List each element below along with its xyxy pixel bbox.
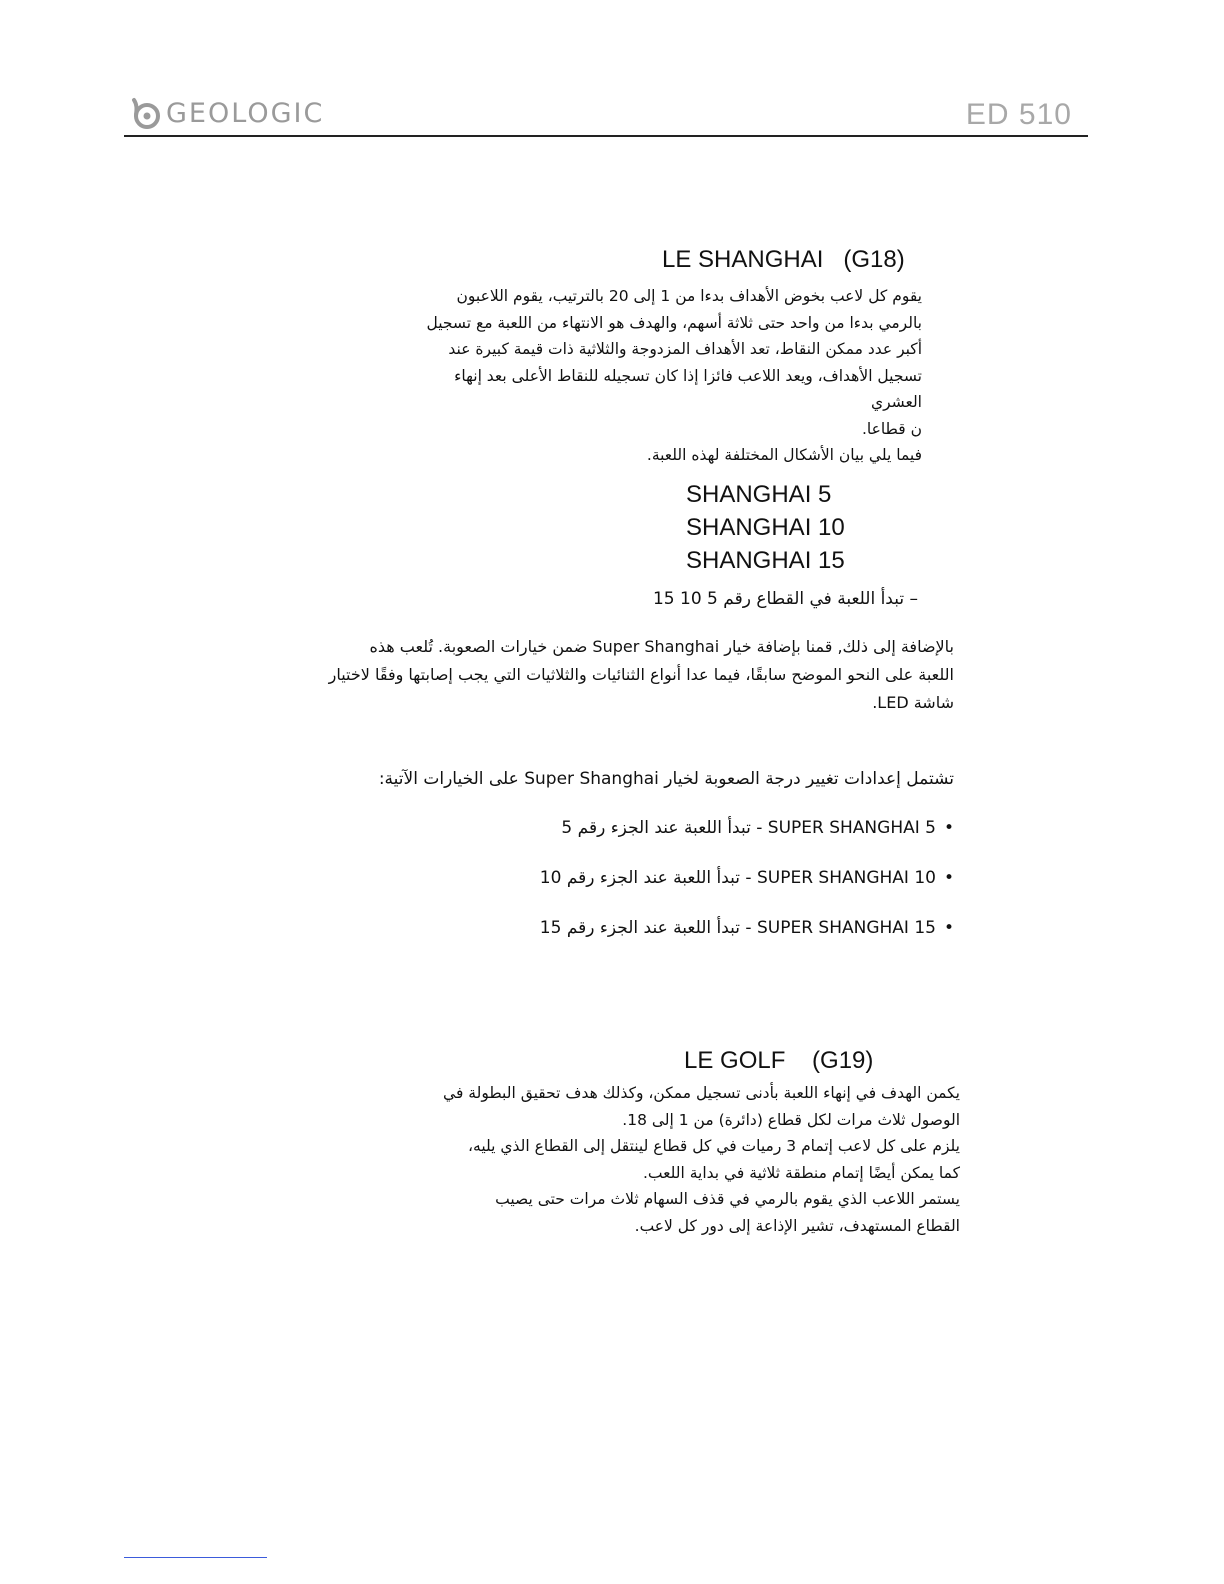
- bullet-item: [540, 868, 954, 888]
- shanghai-variants-list: [686, 478, 845, 577]
- bullet-text: SUPER SHANGHAI 15 - تبدأ اللعبة عند الجزء رقم 15: [539, 918, 936, 938]
- bullet-item: [561, 818, 954, 838]
- brand-name: GEOLOGIC: [166, 97, 325, 129]
- brand-logo: [128, 94, 324, 132]
- variant-item: SHANGHAI 15: [686, 547, 845, 574]
- model-number: ED 510: [965, 98, 1072, 131]
- section-title-shanghai: LE SHANGHAI (G18): [662, 246, 905, 273]
- shanghai-paragraph: [426, 283, 922, 469]
- bullet-icon: •: [943, 868, 954, 888]
- paragraph-line: أكبر عدد ممكن النقاط، تعد الأهداف المزدوجة والثلاثية ذات قيمة كبيرة عند: [448, 340, 922, 358]
- paragraph-line: ن قطاعا.: [861, 419, 922, 438]
- paragraph-line: بالإضافة إلى ذلك, قمنا بإضافة خيار Super Shanghai ضمن خيارات الصعوبة. تُلعب هذه: [369, 637, 954, 656]
- paragraph-line: يكمن الهدف في إنهاء اللعبة بأدنى تسجيل ممكن، وكذلك هدف تحقيق البطولة في: [443, 1084, 960, 1102]
- paragraph-line: بالرمي بدءا من واحد حتى ثلاثة أسهم، والهدف هو الانتهاء من اللعبة مع تسجيل: [426, 313, 922, 332]
- start-sector-line: – تبدأ اللعبة في القطاع رقم 5 10 15: [652, 589, 918, 609]
- bullet-text: SUPER SHANGHAI 5 - تبدأ اللعبة عند الجزء رقم 5: [561, 818, 936, 838]
- paragraph-line: العشري: [870, 393, 922, 411]
- geologic-logo-icon: [128, 96, 162, 130]
- settings-intro: تشتمل إعدادات تغيير درجة الصعوبة لخيار Super Shanghai على الخيارات الآتية:: [378, 769, 954, 789]
- bullet-text: SUPER SHANGHAI 10 - تبدأ اللعبة عند الجزء رقم 10: [539, 868, 936, 888]
- bullet-icon: •: [943, 818, 954, 838]
- paragraph-line: يستمر اللاعب الذي يقوم بالرمي في قذف السهام ثلاث مرات حتى يصيب: [495, 1190, 960, 1208]
- super-shanghai-paragraph: [329, 633, 954, 717]
- paragraph-line: يقوم كل لاعب بخوض الأهداف بدءا من 1 إلى 20 بالترتيب، يقوم اللاعبون: [456, 287, 922, 305]
- page-header: [124, 88, 1088, 136]
- bullet-icon: •: [943, 918, 954, 938]
- paragraph-line: اللعبة على النحو الموضح سابقًا، فيما عدا أنواع الثنائيات والثلاثيات التي يجب إصابتها وفقًا لاختيار: [328, 665, 954, 684]
- paragraph-line: تسجيل الأهداف، ويعد اللاعب فائزا إذا كان تسجيله للنقاط الأعلى بعد إنهاء: [454, 366, 922, 385]
- variant-item: SHANGHAI 5: [686, 481, 832, 508]
- paragraph-line: فيما يلي بيان الأشكال المختلفة لهذه اللعبة.: [646, 446, 922, 464]
- paragraph-line: القطاع المستهدف، تشير الإذاعة إلى دور كل لاعب.: [634, 1216, 960, 1235]
- bullet-item: [540, 918, 954, 938]
- section-title-golf: LE GOLF (G19): [684, 1047, 874, 1074]
- paragraph-line: كما يمكن أيضًا إتمام منطقة ثلاثية في بداية اللعب.: [642, 1163, 960, 1182]
- header-divider: [124, 135, 1088, 137]
- golf-paragraph: [443, 1080, 960, 1239]
- variant-item: SHANGHAI 10: [686, 514, 845, 541]
- paragraph-line: شاشة LED.: [872, 693, 954, 712]
- paragraph-line: الوصول ثلاث مرات لكل قطاع (دائرة) من 1 إلى 18.: [622, 1110, 960, 1129]
- paragraph-line: يلزم على كل لاعب إتمام 3 رميات في كل قطاع لينتقل إلى القطاع الذي يليه،: [468, 1137, 960, 1155]
- footnote-divider: [124, 1557, 267, 1558]
